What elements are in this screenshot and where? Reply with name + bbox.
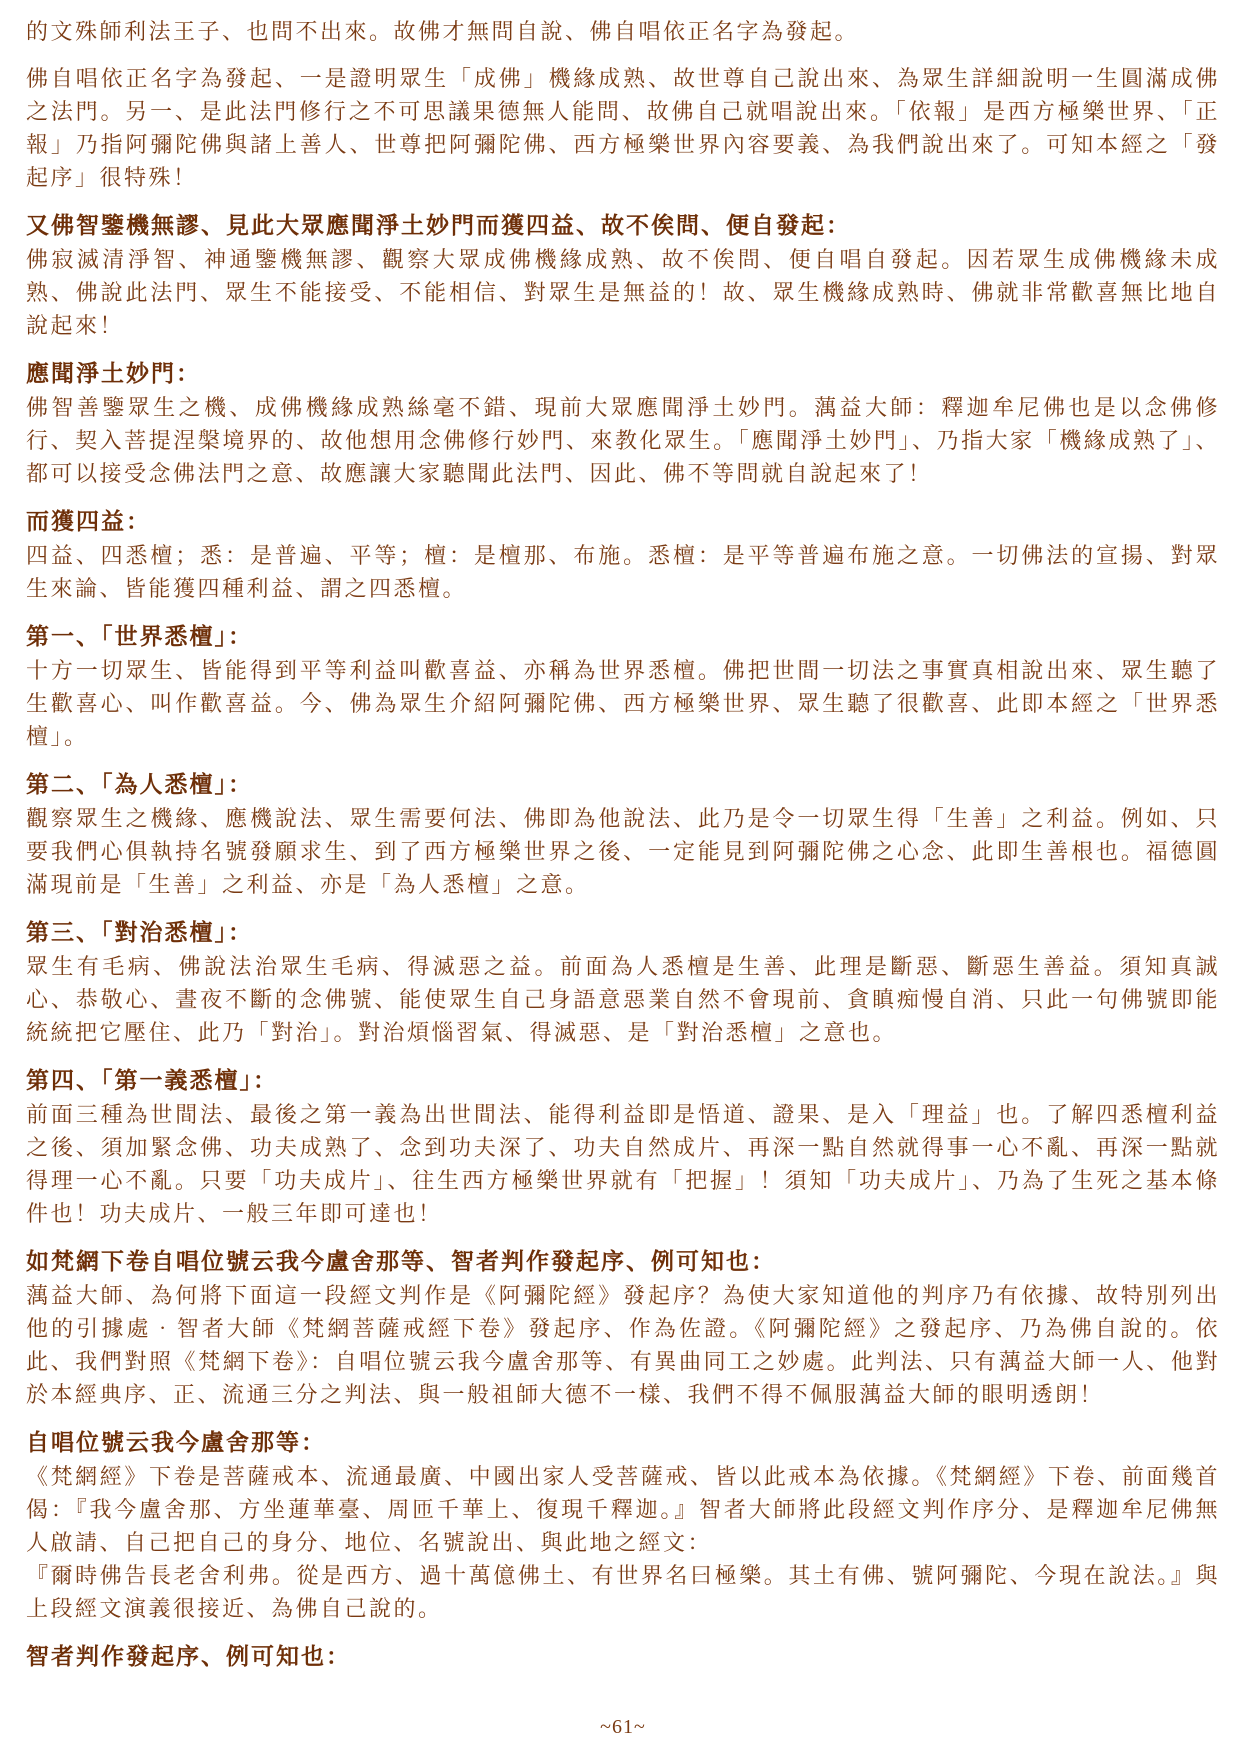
section-body-9: 《梵網經》下卷是菩薩戒本、流通最廣、中國出家人受菩薩戒、皆以此戒本為依據。《梵網經》下卷、前面幾首偈：『我今盧舍那、方坐蓮華臺、周匝千華上、復現千釋迦。』智者大師將此段經文判作序分、是釋迦牟尼佛無人啟請、自己把自己的身分、地位、名號說出、與此地之經文：: [26, 1465, 1220, 1556]
section-body-9-quote: 『爾時佛告長老舍利弗。從是西方、過十萬億佛土、有世界名曰極樂。其土有佛、號阿彌陀、今現在說法。』與上段經文演義很接近、為佛自己說的。: [26, 1564, 1220, 1622]
page-number: ~61~: [600, 1716, 646, 1738]
section-body-6: 眾生有毛病、佛說法治眾生毛病、得滅惡之益。前面為人悉檀是生善、此理是斷惡、斷惡生善益。須知真誠心、恭敬心、晝夜不斷的念佛號、能使眾生自己身語意惡業自然不會現前、貪瞋痴慢自消、只此一句佛號即能統統把它壓住、此乃「對治」。對治煩惱習氣、得滅惡、是「對治悉檀」之意也。: [26, 955, 1220, 1046]
section-heading-9: 自唱位號云我今盧舍那等：: [26, 1429, 326, 1456]
intro-paragraph: 佛自唱依正名字為發起、一是證明眾生「成佛」機緣成熟、故世尊自己說出來、為眾生詳細說明一生圓滿成佛之法門。另一、是此法門修行之不可思議果德無人能問、故佛自己就唱說出來。「依報」是西方極樂世界、「正報」乃指阿彌陀佛與諸上善人、世尊把阿彌陀佛、西方極樂世界內容要義、為我們說出來了。可知本經之「發起序」很特殊！: [26, 67, 1220, 191]
document-page: [26, 16, 1220, 1736]
section-heading-2: 應聞淨土妙門：: [26, 360, 201, 387]
section-heading-10: 智者判作發起序、例可知也：: [26, 1643, 351, 1670]
section-body-7: 前面三種為世間法、最後之第一義為出世間法、能得利益即是悟道、證果、是入「理益」也。了解四悉檀利益之後、須加緊念佛、功夫成熟了、念到功夫深了、功夫自然成片、再深一點自然就得事一心不亂、再深一點就得理一心不亂。只要「功夫成片」、往生西方極樂世界就有「把握」！須知「功夫成片」、乃為了生死之基本條件也！功夫成片、一般三年即可達也！: [26, 1103, 1220, 1227]
section-body-1: 佛寂滅清淨智、神通鑒機無謬、觀察大眾成佛機緣成熟、故不俟問、便自唱自發起。因若眾生成佛機緣未成熟、佛說此法門、眾生不能接受、不能相信、對眾生是無益的！故、眾生機緣成熟時、佛就非常歡喜無比地自說起來！: [26, 248, 1220, 339]
section-heading-1: 又佛智鑒機無謬、見此大眾應聞淨土妙門而獲四益、故不俟問、便自發起：: [26, 212, 851, 239]
section-heading-3: 而獲四益：: [26, 508, 151, 535]
opening-paragraph: 的文殊師利法王子、也問不出來。故佛才無問自說、佛自唱依正名字為發起。: [26, 20, 860, 45]
section-heading-6: 第三、「對治悉檀」：: [26, 919, 253, 946]
section-heading-8: 如梵網下卷自唱位號云我今盧舍那等、智者判作發起序、例可知也：: [26, 1248, 776, 1275]
section-body-5: 觀察眾生之機緣、應機說法、眾生需要何法、佛即為他說法、此乃是令一切眾生得「生善」之利益。例如、只要我們心俱執持名號發願求生、到了西方極樂世界之後、一定能見到阿彌陀佛之心念、此即生善根也。福德圓滿現前是「生善」之利益、亦是「為人悉檀」之意。: [26, 807, 1220, 898]
section-heading-4: 第一、「世界悉檀」：: [26, 623, 253, 650]
section-heading-5: 第二、「為人悉檀」：: [26, 771, 253, 798]
section-body-3: 四益、四悉檀；悉：是普遍、平等；檀：是檀那、布施。悉檀：是平等普遍布施之意。一切佛法的宣揚、對眾生來論、皆能獲四種利益、謂之四悉檀。: [26, 544, 1220, 602]
section-body-2: 佛智善鑒眾生之機、成佛機緣成熟絲毫不錯、現前大眾應聞淨土妙門。蕅益大師：釋迦牟尼佛也是以念佛修行、契入菩提涅槃境界的、故他想用念佛修行妙門、來教化眾生。「應聞淨土妙門」、乃指大家「機緣成熟了」、都可以接受念佛法門之意、故應讓大家聽聞此法門、因此、佛不等問就自說起來了！: [26, 396, 1220, 487]
section-body-4: 十方一切眾生、皆能得到平等利益叫歡喜益、亦稱為世界悉檀。佛把世間一切法之事實真相說出來、眾生聽了生歡喜心、叫作歡喜益。今、佛為眾生介紹阿彌陀佛、西方極樂世界、眾生聽了很歡喜、此即本經之「世界悉檀」。: [26, 659, 1220, 750]
section-heading-7: 第四、「第一義悉檀」：: [26, 1067, 278, 1094]
section-body-8: 蕅益大師、為何將下面這一段經文判作是《阿彌陀經》發起序？為使大家知道他的判序乃有依據、故特別列出他的引據處‧智者大師《梵網菩薩戒經下卷》發起序、作為佐證。《阿彌陀經》之發起序、乃為佛自說的。依此、我們對照《梵網下卷》：自唱位號云我今盧舍那等、有異曲同工之妙處。此判法、只有蕅益大師一人、他對於本經典序、正、流通三分之判法、與一般祖師大德不一樣、我們不得不佩服蕅益大師的眼明透朗！: [26, 1284, 1220, 1408]
